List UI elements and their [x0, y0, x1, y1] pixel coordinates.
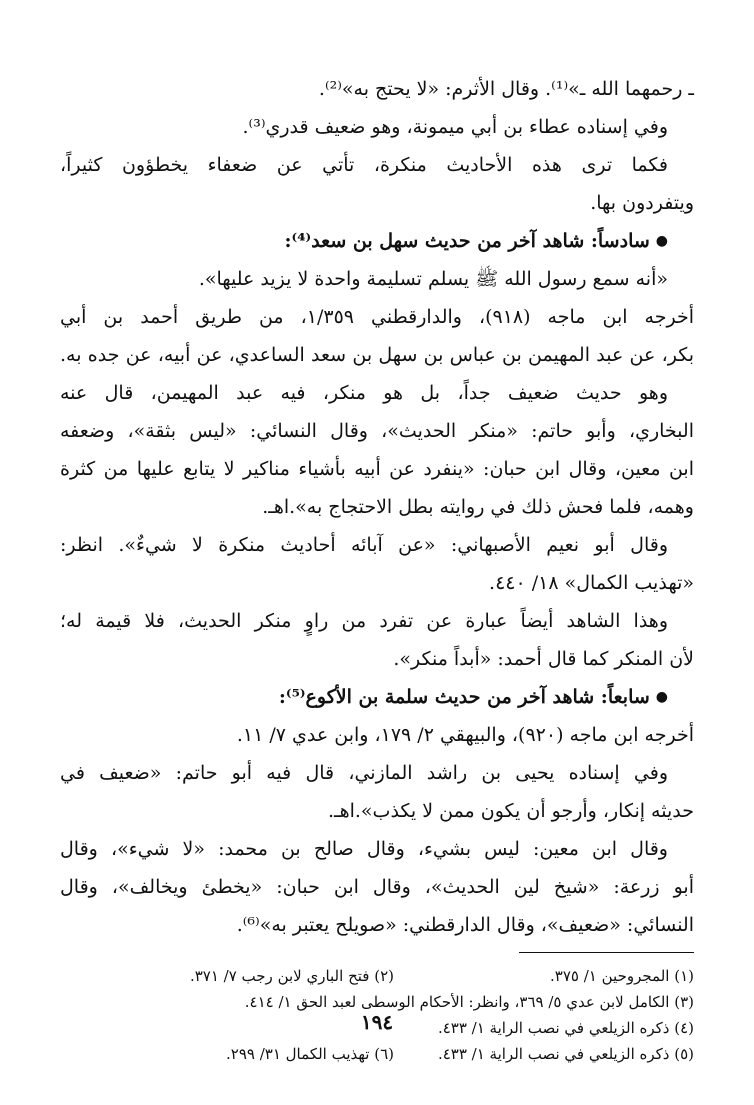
section-heading-sixth [60, 222, 694, 260]
bullet-icon: ● [655, 233, 668, 249]
text-line: «تهذيب الكمال» ١٨/ ٤٤٠. [489, 572, 694, 594]
text-line: لأن المنكر كما قال أحمد: «أبداً منكر». [393, 648, 694, 670]
text-line: وهذا الشاهد أيضاً عبارة عن تفرد من راوٍ منكر الحديث، فلا قيمة له؛ [60, 610, 668, 632]
footnote-5: (٥) ذكره الزيلعي في نصب الراية ١/ ٤٣٣. [437, 1045, 694, 1063]
text-line: ابن معين، وقال ابن حبان: «ينفرد عن أبيه بأشياء مناكير لا يتابع عليها من كثرة [60, 458, 694, 480]
footnote-row [60, 963, 694, 989]
footnote-2: (٢) فتح الباري لابن رجب ٧/ ٣٧١. [189, 967, 394, 985]
text-line: أخرجه ابن ماجه (٩٢٠)، والبيهقي ٢/ ١٧٩، وابن عدي ٧/ ١١. [236, 724, 694, 746]
footnote-4: (٤) ذكره الزيلعي في نصب الراية ١/ ٤٣٣. [437, 1019, 694, 1037]
text-line: وقال ابن معين: ليس بشيء، وقال صالح بن محمد: «لا شيء»، وقال [60, 838, 668, 860]
text-line: وقال أبو نعيم الأصبهاني: «عن آبائه أحاديث منكرة لا شيءٌ». انظر: [60, 534, 668, 556]
footnote-6: (٦) تهذيب الكمال ٣١/ ٢٩٩. [225, 1045, 394, 1063]
footnote-3: (٣) الكامل لابن عدي ٥/ ٣٦٩، وانظر: الأحكام الوسطى لعبد الحق ١/ ٤١٤. [244, 993, 694, 1011]
text-line: وهو حديث ضعيف جداً، بل هو منكر، فيه عبد المهيمن، قال عنه [60, 382, 668, 404]
text-line: أبو زرعة: «شيخ لين الحديث»، وقال ابن حبان: «يخطئ ويخالف»، وقال [60, 876, 694, 898]
heading-text: سادساً: شاهد آخر من حديث سهل بن سعد⁽⁴⁾: [284, 230, 650, 252]
text-line: ويتفردون بها. [590, 192, 694, 214]
text-line: بكر، عن عبد المهيمن بن عباس بن سهل بن سعد الساعدي، عن أبيه، عن جده به. [60, 344, 694, 366]
footnote-1: (١) المجروحين ١/ ٣٧٥. [550, 967, 694, 985]
text-line: أخرجه ابن ماجه (٩١٨)، والدارقطني ١/٣٥٩، من طريق أحمد بن أبي [60, 306, 694, 328]
footnote-row [60, 1041, 694, 1067]
text-line: ـ رحمهما الله ـ»⁽¹⁾. وقال الأثرم: «لا يحتج به»⁽²⁾. [318, 78, 694, 100]
bullet-icon: ● [655, 689, 668, 705]
text-line: وفي إسناده يحيى بن راشد المازني، قال فيه أبو حاتم: «ضعيف في [60, 762, 668, 784]
section-heading-seventh [60, 678, 694, 716]
text-line: البخاري، وأبو حاتم: «منكر الحديث»، وقال النسائي: «ليس بثقة»، وضعفه [60, 420, 694, 442]
text-line: النسائي: «ضعيف»، وقال الدارقطني: «صويلح يعتبر به»⁽⁶⁾. [236, 914, 694, 936]
hadith-quote: «أنه سمع رسول الله ﷺ يسلم تسليمة واحدة لا يزيد عليها». [198, 268, 668, 290]
text-line: فكما ترى هذه الأحاديث منكرة، تأتي عن ضعفاء يخطؤون كثيراً، [60, 154, 668, 176]
heading-text: سابعاً: شاهد آخر من حديث سلمة بن الأكوع⁽⁵⁾: [278, 686, 650, 708]
text-line: وفي إسناده عطاء بن أبي ميمونة، وهو ضعيف قدري⁽³⁾. [242, 116, 668, 138]
main-text [60, 70, 694, 944]
text-line: حديثه إنكار، وأرجو أن يكون ممن لا يكذب».اهـ. [327, 800, 694, 822]
footnote-divider [519, 952, 694, 953]
text-line: وهمه، فلما فحش ذلك في روايته بطل الاحتجاج به».اهـ. [262, 496, 694, 518]
page-number: ١٩٤ [360, 1010, 394, 1034]
